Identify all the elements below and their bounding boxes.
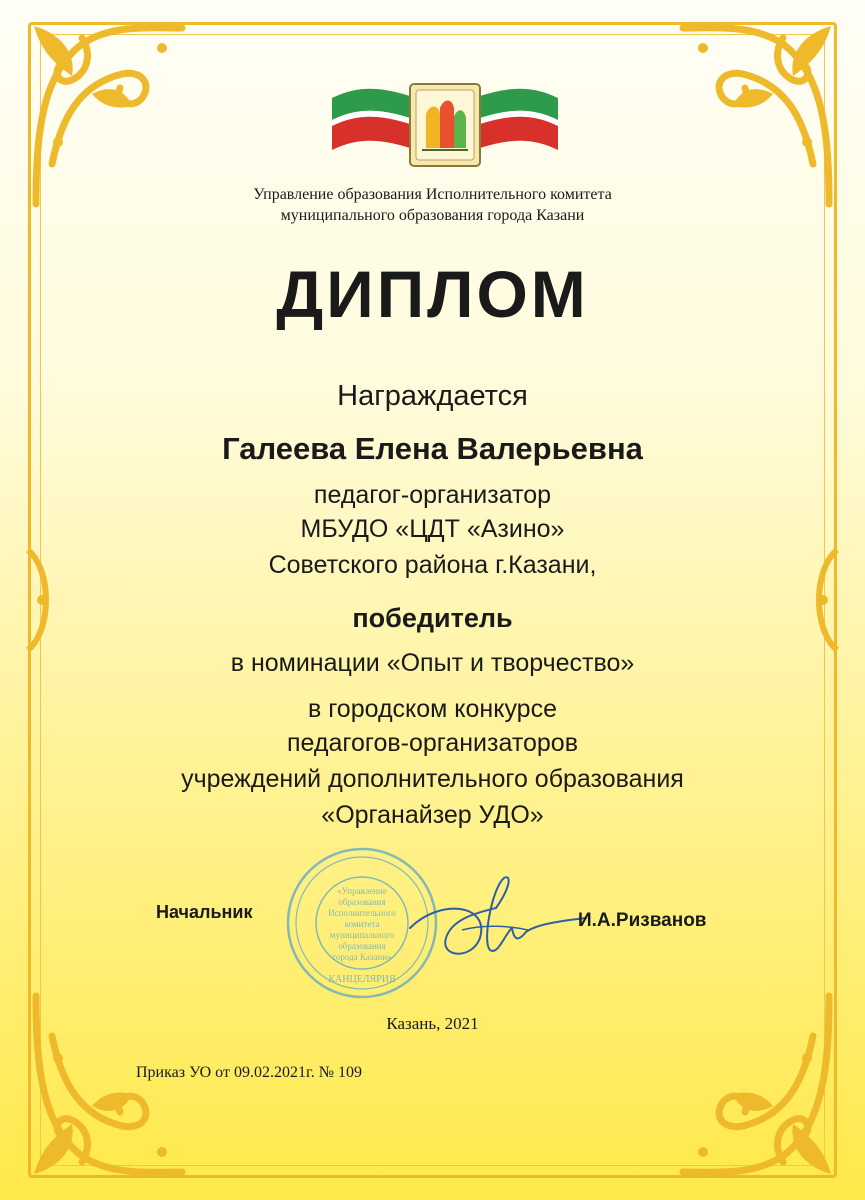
svg-text:Исполнительного: Исполнительного: [328, 908, 396, 918]
city-year: Казань, 2021: [386, 1014, 479, 1033]
order-reference: Приказ УО от 09.02.2021г. № 109: [136, 1064, 362, 1081]
issuing-organization: [0, 184, 865, 226]
recipient-institution: МБУДО «ЦДТ «Азино»: [300, 515, 565, 543]
signatory-role: Начальник: [156, 902, 253, 922]
svg-text:города Казани»: города Казани»: [332, 952, 392, 962]
handwritten-signature: [400, 868, 590, 968]
org-line-1: Управление образования Исполнительного комитета: [253, 186, 612, 203]
org-line-2: муниципального образования города Казани: [280, 207, 585, 224]
diploma-title: ДИПЛОМ: [276, 257, 589, 331]
recipient-district: Советского района г.Казани,: [268, 551, 597, 579]
recipient-name: Галеева Елена Валерьевна: [222, 431, 643, 466]
svg-text:КАНЦЕЛЯРИЯ: КАНЦЕЛЯРИЯ: [328, 974, 396, 985]
recipient-position: педагог-организатор: [313, 481, 552, 509]
svg-text:муниципального: муниципального: [329, 930, 395, 940]
svg-text:образования: образования: [338, 897, 386, 907]
svg-text:образования: образования: [338, 941, 386, 951]
signatory-name: И.А.Ризванов: [578, 910, 707, 931]
nomination: в номинации «Опыт и творчество»: [230, 649, 635, 677]
emblem-logo: [330, 78, 560, 173]
contest-line-4: «Органайзер УДО»: [321, 801, 544, 829]
svg-text:комитета: комитета: [344, 919, 380, 929]
contest-line-2: педагогов-организаторов: [287, 729, 578, 757]
svg-text:«Управление: «Управление: [337, 886, 387, 896]
contest-line-3: учреждений дополнительного образования: [181, 765, 684, 793]
contest-line-1: в городском конкурсе: [308, 695, 557, 723]
awarded-text: Награждается: [337, 380, 528, 412]
award-status: победитель: [352, 603, 513, 633]
